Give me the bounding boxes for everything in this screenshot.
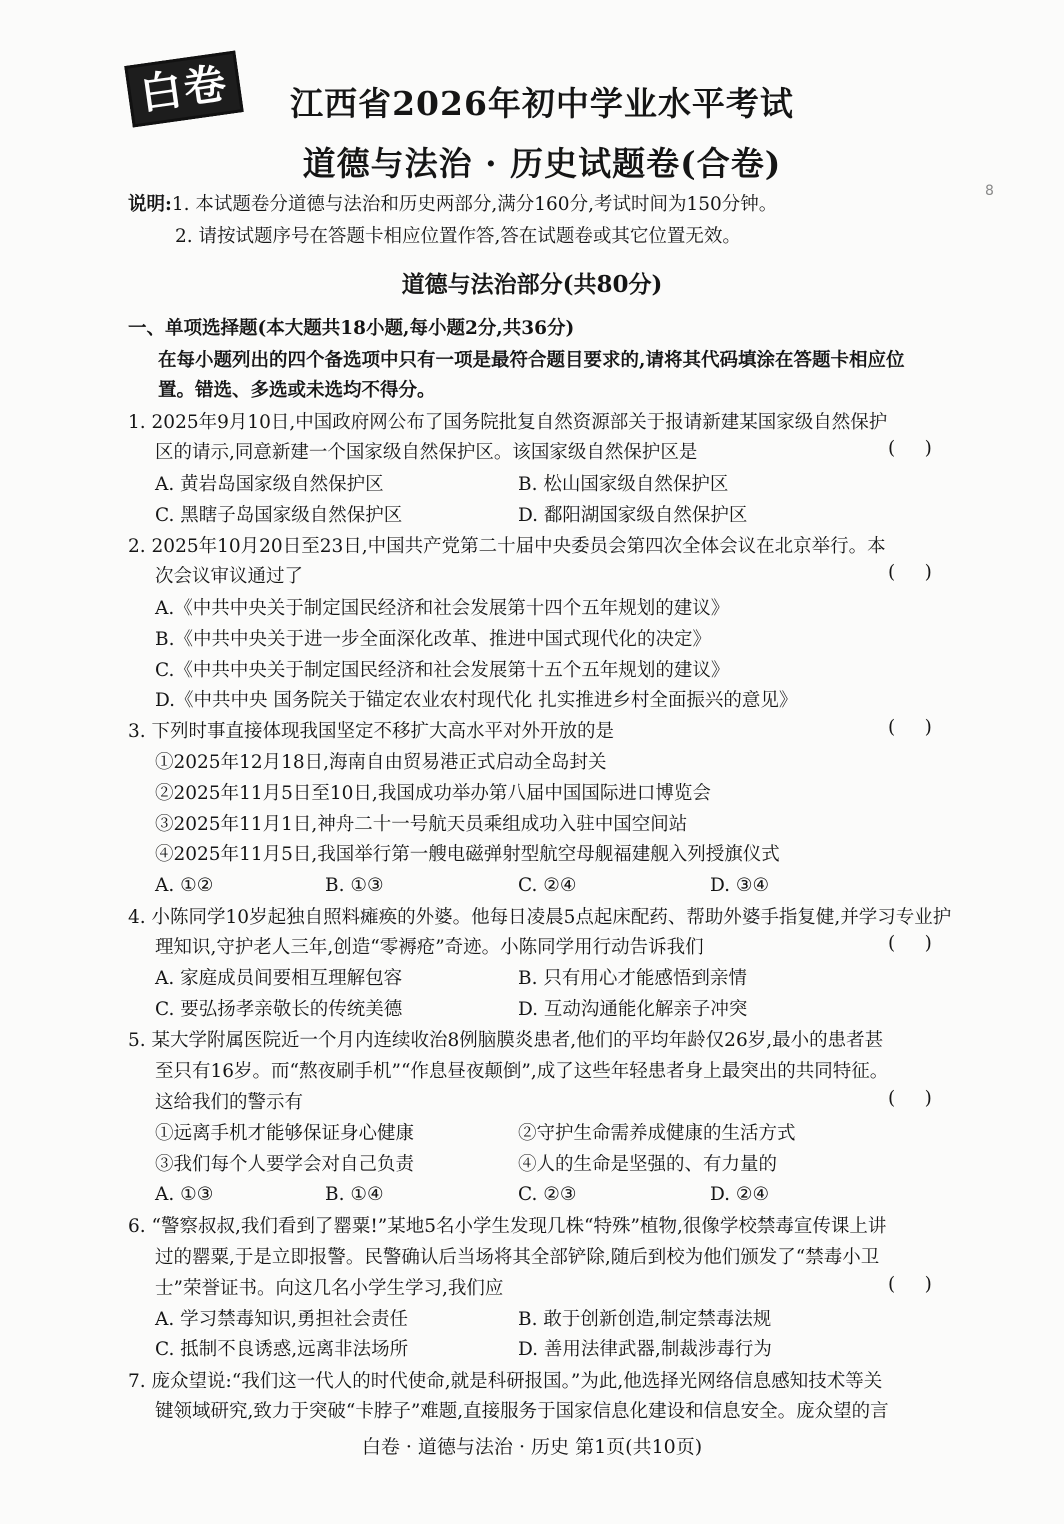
part1-instruction-2: 置。错选、多选或未选均不得分。 <box>158 380 436 401</box>
q7-line-2: 键领域研究,致力于突破“卡脖子”难题,直接服务于国家信息化建设和信息安全。庞众望的言 <box>155 1401 889 1422</box>
q2-option-d: D.《中共中央 国务院关于锚定农业农村现代化 扎实推进乡村全面振兴的意见》 <box>155 690 798 711</box>
q3-statement-3: ③2025年11月1日,神舟二十一号航天员乘组成功入驻中国空间站 <box>155 814 688 835</box>
q7-line-1: 7. 庞众望说:“我们这一代人的时代使命,就是科研报国。”为此,他选择光网络信息感知技术等关 <box>128 1371 883 1392</box>
q4-option-d: D. 互动沟通能化解亲子冲突 <box>518 999 748 1020</box>
exam-subtitle: 道德与法治 · 历史试题卷(合卷) <box>302 144 782 183</box>
q2-option-c: C.《中共中央关于制定国民经济和社会发展第十五个五年规划的建议》 <box>155 660 730 681</box>
q3-line-1: 3. 下列时事直接体现我国坚定不移扩大高水平对外开放的是 <box>128 721 615 742</box>
q4-line-2: 理知识,守护老人三年,创造“零褥疮”奇迹。小陈同学用行动告诉我们 <box>155 937 704 958</box>
q3-statement-2: ②2025年11月5日至10日,我国成功举办第八届中国国际进口博览会 <box>155 783 711 804</box>
page-footer: 白卷 · 道德与法治 · 历史 第1页(共10页) <box>361 1436 703 1458</box>
q5-statement-2: ②守护生命需养成健康的生活方式 <box>518 1123 796 1144</box>
margin-mark: 8 <box>985 183 994 199</box>
q5-option-b: B. ①④ <box>325 1184 384 1205</box>
q5-statement-1: ①远离手机才能够保证身心健康 <box>155 1123 415 1144</box>
q1-line-1: 1. 2025年9月10日,中国政府网公布了国务院批复自然资源部关于报请新建某国家级自然保护 <box>128 412 888 433</box>
q5-line-1: 5. 某大学附属医院近一个月内连续收治8例脑膜炎患者,他们的平均年龄仅26岁,最小的患者甚 <box>128 1030 884 1051</box>
q3-statement-4: ④2025年11月5日,我国举行第一艘电磁弹射型航空母舰福建舰入列授旗仪式 <box>155 844 780 865</box>
part1-heading: 一、单项选择题(本大题共18小题,每小题2分,共36分) <box>128 318 575 339</box>
exam-title: 江西省2026年初中学业水平考试 <box>290 84 794 123</box>
q2-option-b: B.《中共中央关于进一步全面深化改革、推进中国式现代化的决定》 <box>155 629 711 650</box>
q3-option-a: A. ①② <box>155 875 214 896</box>
note-1: 1. 本试题卷分道德与法治和历史两部分,满分160分,考试时间为150分钟。 <box>171 194 778 215</box>
note-2: 2. 请按试题序号在答题卡相应位置作答,答在试题卷或其它位置无效。 <box>175 226 741 247</box>
q4-answer-bracket: ( ) <box>888 933 932 954</box>
paper-badge: 白卷 <box>124 51 244 128</box>
q5-line-2: 至只有16岁。而“熬夜刷手机”“作息昼夜颠倒”,成了这些年轻患者身上最突出的共同特征。 <box>155 1061 889 1082</box>
q3-option-b: B. ①③ <box>325 875 384 896</box>
q3-option-d: D. ③④ <box>710 875 770 896</box>
q4-option-a: A. 家庭成员间要相互理解包容 <box>155 968 403 989</box>
q1-option-d: D. 鄱阳湖国家级自然保护区 <box>518 505 748 526</box>
q1-option-c: C. 黑瞎子岛国家级自然保护区 <box>155 505 403 526</box>
q3-option-c: C. ②④ <box>518 875 577 896</box>
q6-option-d: D. 善用法律武器,制裁涉毒行为 <box>518 1339 772 1360</box>
q2-option-a: A.《中共中央关于制定国民经济和社会发展第十四个五年规划的建议》 <box>155 598 730 619</box>
part1-instruction-1: 在每小题列出的四个备选项中只有一项是最符合题目要求的,请将其代码填涂在答题卡相应位 <box>158 350 905 371</box>
q1-option-a: A. 黄岩岛国家级自然保护区 <box>155 474 384 495</box>
q6-answer-bracket: ( ) <box>888 1274 932 1295</box>
q5-option-a: A. ①③ <box>155 1184 214 1205</box>
section-title: 道德与法治部分(共80分) <box>401 271 663 298</box>
q3-answer-bracket: ( ) <box>888 717 932 738</box>
q6-option-b: B. 敢于创新创造,制定禁毒法规 <box>518 1309 772 1330</box>
q4-option-c: C. 要弘扬孝亲敬长的传统美德 <box>155 999 403 1020</box>
q5-option-c: C. ②③ <box>518 1184 577 1205</box>
q5-line-3: 这给我们的警示有 <box>155 1092 304 1113</box>
q6-option-c: C. 抵制不良诱惑,远离非法场所 <box>155 1339 409 1360</box>
q1-option-b: B. 松山国家级自然保护区 <box>518 474 729 495</box>
q1-answer-bracket: ( ) <box>888 438 932 459</box>
q5-statement-3: ③我们每个人要学会对自己负责 <box>155 1154 415 1175</box>
q1-line-2: 区的请示,同意新建一个国家级自然保护区。该国家级自然保护区是 <box>155 442 698 463</box>
notes-label: 说明: <box>128 194 172 215</box>
q5-answer-bracket: ( ) <box>888 1088 932 1109</box>
q6-line-3: 士”荣誉证书。向这几名小学生学习,我们应 <box>155 1278 504 1299</box>
q5-statement-4: ④人的生命是坚强的、有力量的 <box>518 1154 778 1175</box>
q2-line-1: 2. 2025年10月20日至23日,中国共产党第二十届中央委员会第四次全体会议在北京举行。本 <box>128 536 886 557</box>
q6-line-2: 过的罂粟,于是立即报警。民警确认后当场将其全部铲除,随后到校为他们颁发了“禁毒小卫 <box>155 1247 880 1268</box>
q5-option-d: D. ②④ <box>710 1184 770 1205</box>
q4-line-1: 4. 小陈同学10岁起独自照料瘫痪的外婆。他每日凌晨5点起床配药、帮助外婆手指复健,并学习专业护 <box>128 907 952 928</box>
q3-statement-1: ①2025年12月18日,海南自由贸易港正式启动全岛封关 <box>155 752 607 773</box>
q4-option-b: B. 只有用心才能感悟到亲情 <box>518 968 747 989</box>
q6-option-a: A. 学习禁毒知识,勇担社会责任 <box>155 1309 409 1330</box>
q2-line-2: 次会议审议通过了 <box>155 566 304 587</box>
q6-line-1: 6. “警察叔叔,我们看到了罂粟!”某地5名小学生发现几株“特殊”植物,很像学校禁毒宣传课上讲 <box>128 1216 887 1237</box>
notes-line-1 <box>128 190 777 220</box>
q2-answer-bracket: ( ) <box>888 562 932 583</box>
